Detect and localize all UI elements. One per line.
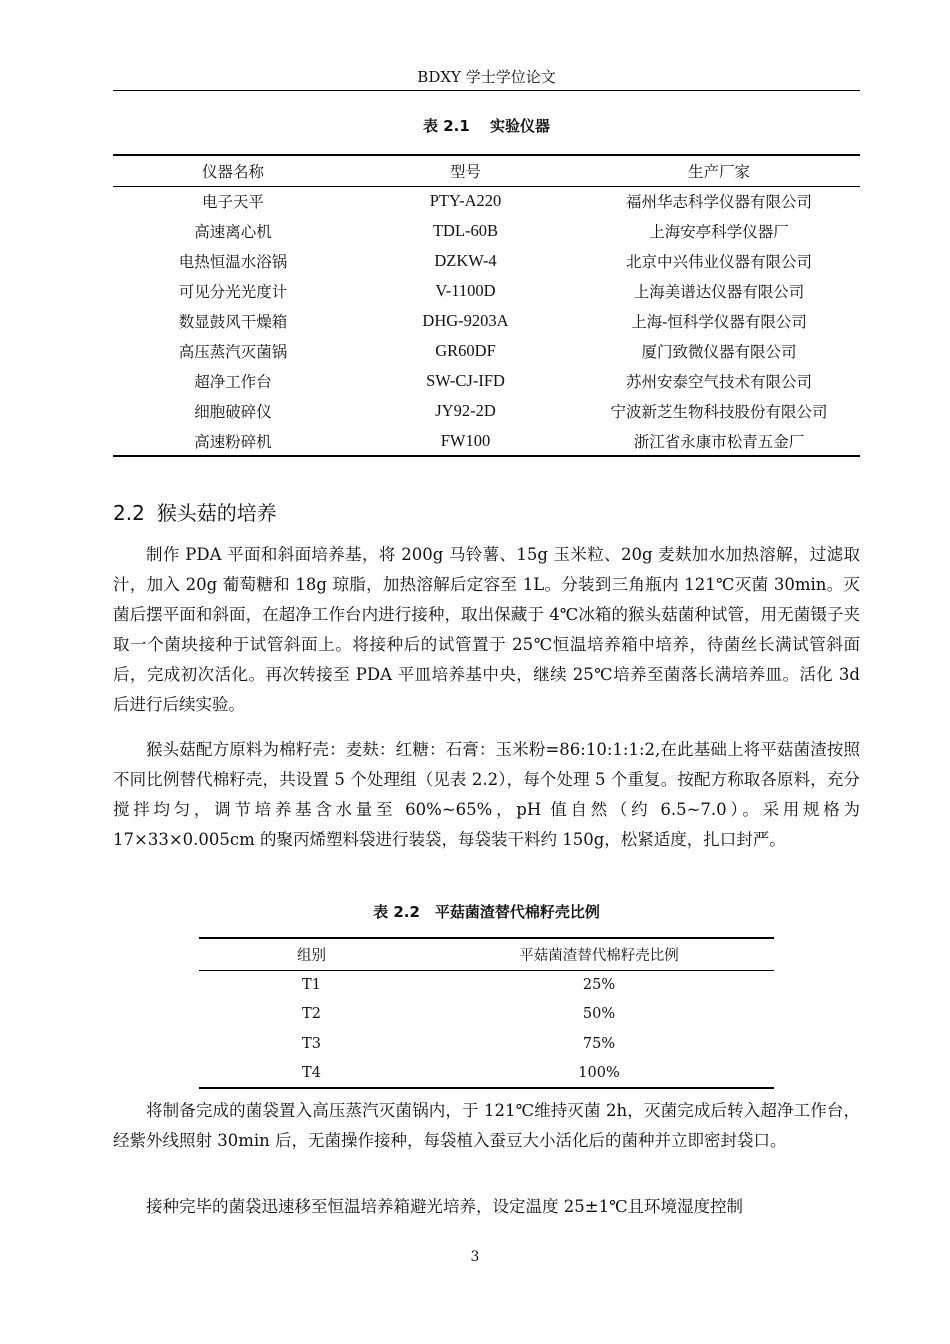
table-row xyxy=(199,1000,774,1030)
ratio-value: 50% xyxy=(582,1006,616,1023)
body-paragraph: 将制备完成的菌袋置入高压蒸汽灭菌锅内，于 121℃维持灭菌 2h，灭菌完成后转入超净工作台，经紫外线照射 30min 后，无菌操作接种，每袋植入蚕豆大小活化后的菌种并立即密封袋口。 xyxy=(113,1101,860,1150)
table-row xyxy=(199,1059,774,1089)
ratio-value: 100% xyxy=(578,1064,620,1081)
table-row xyxy=(113,306,860,336)
column-header: 仪器名称 xyxy=(201,162,264,181)
table-caption: 表 2.2 平菇菌渣替代棉籽壳比例 xyxy=(373,903,600,921)
table-row xyxy=(113,246,860,276)
table-row xyxy=(199,970,774,1000)
table-header-row xyxy=(199,938,774,970)
group-label: T4 xyxy=(302,1064,321,1081)
manufacturer: 浙江省永康市松青五金厂 xyxy=(633,432,805,451)
manufacturer: 宁波新芝生物科技股份有限公司 xyxy=(610,403,828,421)
manufacturer: 上海安亭科学仪器厂 xyxy=(649,223,789,241)
table-header-row xyxy=(113,155,860,186)
table-caption: 表 2.1 实验仪器 xyxy=(422,117,551,135)
group-label: T1 xyxy=(302,977,321,993)
table-row xyxy=(113,366,860,396)
table-row xyxy=(113,276,860,306)
instrument-name: 可见分光光度计 xyxy=(178,283,288,301)
instrument-model: FW100 xyxy=(440,430,491,450)
instrument-model: TDL-60B xyxy=(432,221,499,240)
instrument-name: 数显鼓风干燥箱 xyxy=(178,313,288,331)
instruments-table xyxy=(113,154,860,457)
instrument-name: 高压蒸汽灭菌锅 xyxy=(178,343,288,361)
instrument-model: GR60DF xyxy=(435,341,496,360)
instrument-name: 高速离心机 xyxy=(194,223,272,241)
substitution-ratio-table xyxy=(199,937,774,1089)
manufacturer: 厦门致微仪器有限公司 xyxy=(641,343,797,361)
section-heading xyxy=(113,497,277,526)
section-title: 猴头菇的培养 xyxy=(156,501,277,525)
body-paragraph: 制作 PDA 平面和斜面培养基，将 200g 马铃薯、15g 玉米粒、20g 麦麸加水加热溶解，过滤取汁，加入 20g 葡萄糖和 18g 琼脂，加热溶解后定容至 1L。分装到三角瓶内 121℃灭菌 30min。灭菌后摆平面和斜面，在超净工作台内进行接种，取出保藏于 4℃冰箱的猴头菇菌种试管，用无菌镊子夹取一个菌块接种于试管斜面上。将接种后的试管置于 25℃恒温培养箱中培养，待菌丝长满试管斜面后，完成初次活化。再次转接至 PDA 平皿培养基中央，继续 25℃培养至菌落长满培养皿。活化 3d 后进行后续实验。 xyxy=(113,545,860,714)
manufacturer: 苏州安泰空气技术有限公司 xyxy=(625,373,812,391)
running-header: BDXY 学士学位论文 xyxy=(113,64,860,91)
manufacturer: 上海-恒科学仪器有限公司 xyxy=(631,313,807,331)
instrument-name: 细胞破碎仪 xyxy=(194,403,272,421)
table-row xyxy=(113,336,860,366)
table-row xyxy=(199,1029,774,1059)
manufacturer: 福州华志科学仪器有限公司 xyxy=(625,193,812,212)
instrument-model: DHG-9203A xyxy=(422,311,509,330)
instrument-model: V-1100D xyxy=(435,281,496,300)
ratio-value: 25% xyxy=(582,977,616,993)
instrument-model: PTY-A220 xyxy=(429,191,502,211)
group-label: T3 xyxy=(302,1035,321,1052)
body-paragraph: 猴头菇配方原料为棉籽壳：麦麸：红糖：石膏：玉米粉=86:10:1:1:2,在此基础上将平菇菌渣按照不同比例替代棉籽壳，共设置 5 个处理组（见表 2.2），每个处理 5 个重复。按配方称取各原料，充分搅拌均匀，调节培养基含水量至 60%~65%，pH 值自然（约 6.5~7.0）。采用规格为 17×33×0.005cm 的聚丙烯塑料袋进行装袋，每袋装干料约 150g，松紧适度，扎口封严。 xyxy=(113,740,860,849)
instrument-model: DZKW-4 xyxy=(434,251,497,270)
manufacturer: 北京中兴伟业仪器有限公司 xyxy=(625,253,812,271)
instrument-model: JY92-2D xyxy=(435,401,496,420)
table-row xyxy=(113,186,860,216)
instrument-name: 电子天平 xyxy=(201,193,264,212)
table-row xyxy=(113,396,860,426)
section-number: 2.2 xyxy=(113,501,145,525)
manufacturer: 上海美谱达仪器有限公司 xyxy=(633,283,805,301)
instrument-model: SW-CJ-IFD xyxy=(426,371,505,390)
column-header: 平菇菌渣替代棉籽壳比例 xyxy=(519,947,679,964)
page-number: 3 xyxy=(470,1249,480,1265)
ratio-value: 75% xyxy=(582,1035,616,1052)
column-header: 生产厂家 xyxy=(687,162,750,181)
column-header: 型号 xyxy=(449,162,481,181)
body-paragraph: 接种完毕的菌袋迅速移至恒温培养箱避光培养，设定温度 25±1℃且环境湿度控制 xyxy=(146,1197,744,1216)
instrument-name: 电热恒温水浴锅 xyxy=(178,253,288,271)
instrument-name: 超净工作台 xyxy=(194,373,272,391)
group-label: T2 xyxy=(302,1006,321,1023)
table-row xyxy=(113,426,860,456)
table-row xyxy=(113,216,860,246)
column-header: 组别 xyxy=(297,947,326,964)
instrument-name: 高速粉碎机 xyxy=(194,432,272,451)
